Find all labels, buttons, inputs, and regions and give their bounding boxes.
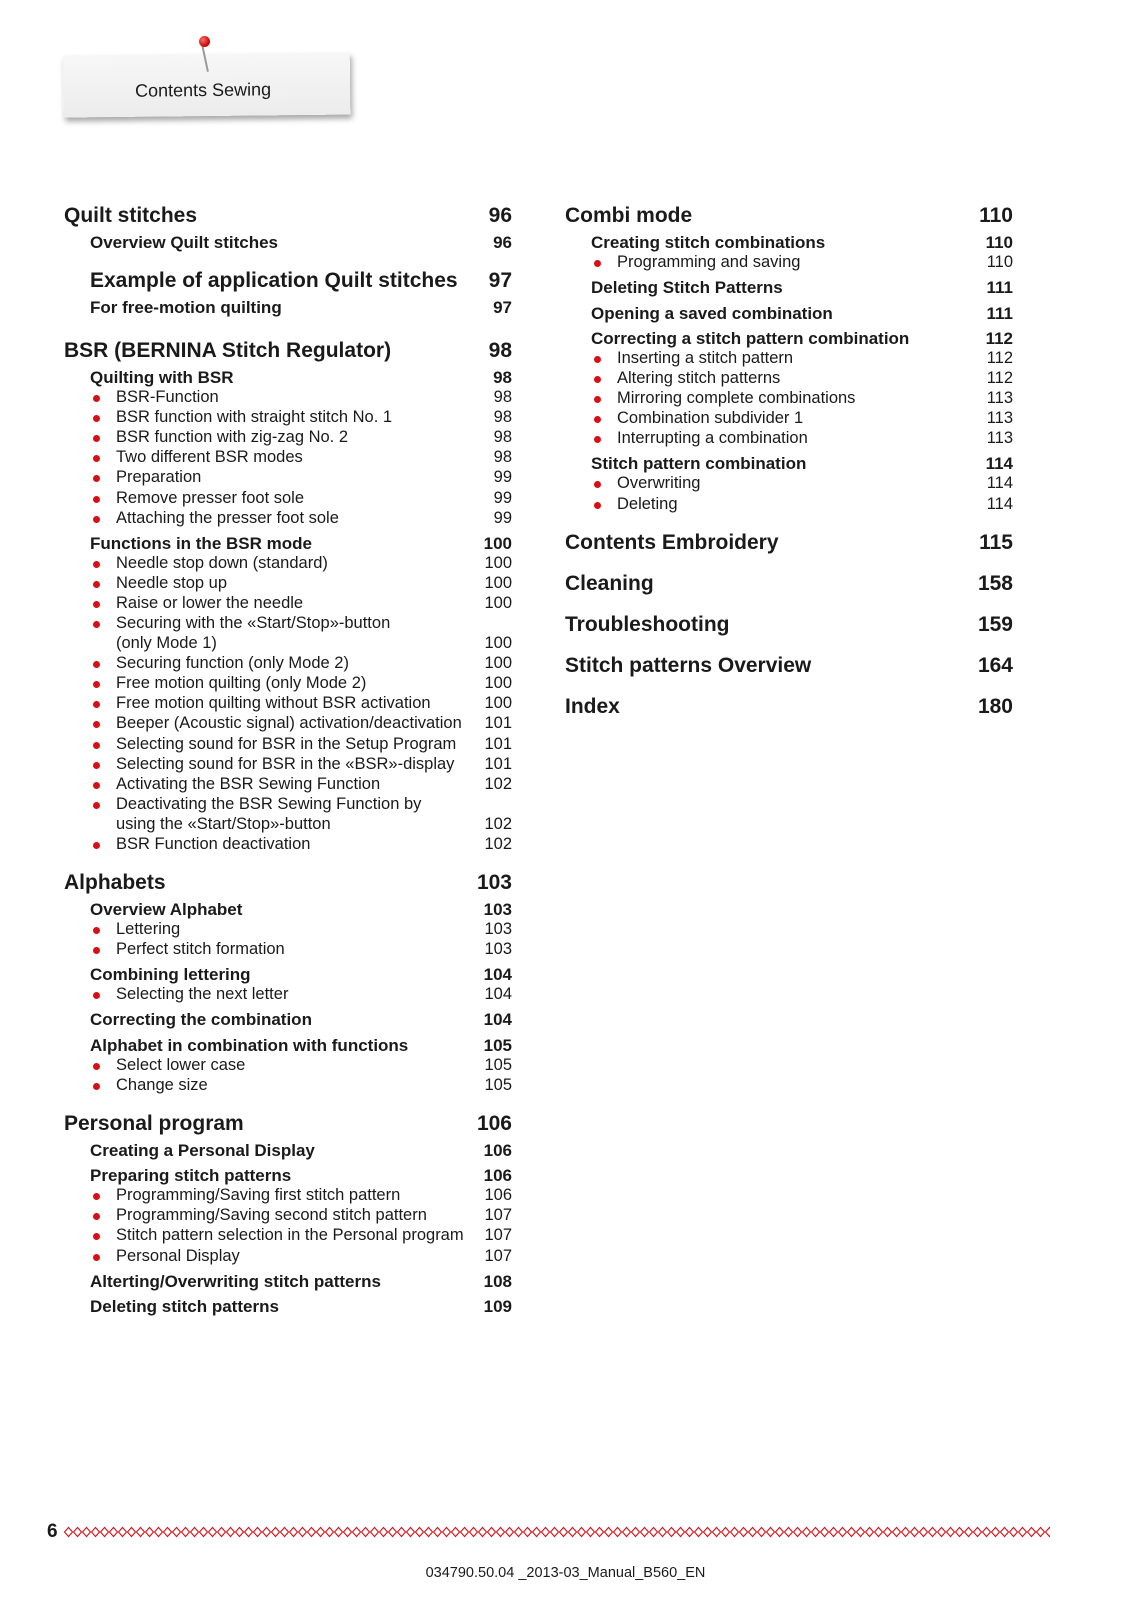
toc-entry-title: Programming/Saving first stitch pattern (116, 1186, 401, 1205)
toc-entry-title: BSR Function deactivation (116, 835, 311, 853)
bullet-dot (93, 802, 100, 809)
toc-entry-page: 110 (985, 233, 1013, 252)
toc-entry-title: Attaching the presser foot sole (116, 508, 339, 527)
toc-entry-page: 114 (985, 454, 1013, 474)
toc-entry-title: Free motion quilting (only Mode 2) (116, 674, 367, 693)
bullet-dot (93, 701, 100, 708)
bullet-dot (594, 356, 601, 363)
toc-entry-page: 100 (484, 694, 512, 713)
toc-entry-title: Alterting/Overwriting stitch patterns (90, 1271, 381, 1291)
toc-entry-page: 98 (493, 368, 512, 387)
toc-entry-page: 111 (986, 303, 1013, 323)
toc-entry-page: 104 (483, 965, 512, 985)
bullet-dot (93, 496, 100, 503)
bullet-dot (93, 947, 100, 954)
toc-entry-title: Quilting with BSR (90, 368, 234, 387)
toc-entry-page: 107 (484, 1226, 512, 1245)
page-number: 6 (47, 1521, 58, 1542)
toc-entry-title: Inserting a stitch pattern (617, 349, 794, 367)
toc-entry-title: Two different BSR modes (116, 448, 303, 467)
toc-entry-page: 101 (484, 734, 512, 753)
toc-entry-page: 103 (484, 940, 512, 959)
toc-entry-page: 100 (484, 553, 512, 572)
toc-entry-page: 98 (493, 448, 512, 467)
toc-entry-title: Cleaning (565, 571, 654, 595)
toc-entry-title: Altering stitch patterns (617, 369, 781, 388)
toc-entry-title: Correcting a stitch pattern combination (591, 329, 910, 348)
bullet-dot (93, 561, 100, 568)
bullet-dot (93, 927, 100, 934)
toc-entry-page: 113 (986, 389, 1013, 408)
toc-entry-title: BSR-Function (116, 388, 219, 406)
toc-entry-page: 98 (493, 428, 512, 447)
toc-entry-page: 105 (484, 1055, 512, 1074)
bullet-dot (594, 481, 601, 488)
toc-entry-page: 105 (484, 1075, 512, 1094)
bullet-dot (93, 601, 100, 608)
toc-entry-page: 103 (484, 920, 512, 938)
toc-entry-title: Correcting the combination (90, 1010, 312, 1030)
toc-entry-title: Alphabet in combination with functions (90, 1035, 409, 1055)
toc-entry-title: Interrupting a combination (617, 429, 808, 448)
toc-entry-page: 102 (484, 774, 512, 793)
toc-entry-title: Selecting sound for BSR in the «BSR»-display (116, 754, 455, 773)
bullet-dot (93, 992, 100, 999)
toc-entry-title: Remove presser foot sole (116, 488, 305, 507)
toc-entry-page: 110 (986, 253, 1013, 271)
toc-entry-title: Quilt stitches (64, 204, 198, 227)
toc-entry-title: Activating the BSR Sewing Function (116, 774, 381, 793)
bullet-dot (93, 1254, 100, 1261)
toc-entry-page: 102 (484, 835, 512, 853)
toc-entry-title: Stitch pattern combination (591, 454, 807, 474)
toc-entry-page: 180 (977, 694, 1013, 718)
bullet-dot (93, 1193, 100, 1200)
toc-entry-page: 99 (493, 468, 512, 487)
toc-entry-page: 113 (986, 429, 1013, 448)
toc-entry-title: Securing with the «Start/Stop»-button (116, 613, 391, 632)
page-section-title: Contents Sewing (134, 79, 272, 101)
toc-entry-page: 98 (493, 408, 512, 427)
toc-entry-title: Index (565, 694, 620, 718)
toc-entry-title: BSR function with straight stitch No. 1 (116, 408, 393, 427)
toc-entry-title: Deactivating the BSR Sewing Function by (116, 794, 422, 813)
toc-entry-page: 106 (476, 1111, 512, 1135)
toc-entry-page: 106 (483, 1166, 512, 1186)
toc-entry-title: For free-motion quilting (90, 298, 282, 317)
toc-entry-title: Example of application Quilt stitches (90, 269, 458, 292)
toc-entry-title: Combi mode (565, 204, 693, 227)
toc-entry-page: 107 (484, 1246, 512, 1265)
toc-entry-title: Overview Quilt stitches (90, 233, 279, 252)
bullet-dot (93, 395, 100, 402)
bullet-dot (93, 762, 100, 769)
toc-entry-page: 103 (483, 900, 512, 919)
toc-entry-title: Alphabets (64, 871, 166, 894)
bullet-dot (594, 416, 601, 423)
toc-entry-title: Preparing stitch patterns (90, 1166, 292, 1186)
toc-entry-page: 114 (986, 494, 1013, 513)
toc-entry-title: Mirroring complete combinations (617, 389, 856, 408)
toc-entry-title: Preparation (116, 468, 202, 487)
toc-entry-page: 100 (484, 634, 512, 652)
toc-entry-title: Lettering (116, 920, 181, 938)
toc-entry-title: Raise or lower the needle (116, 593, 304, 612)
toc-entry-page: 158 (977, 571, 1013, 595)
bullet-dot (93, 1083, 100, 1090)
toc-entry-page: 106 (484, 1186, 512, 1205)
toc-entry-page: 159 (977, 612, 1013, 636)
toc-entry-page: 112 (986, 349, 1013, 367)
toc-entry-title: Needle stop up (116, 573, 227, 592)
toc-entry-title: Selecting sound for BSR in the Setup Program (116, 734, 457, 753)
toc-entry-page: 104 (484, 985, 512, 1004)
toc-entry-page: 99 (493, 508, 512, 527)
bullet-dot (594, 376, 601, 383)
toc-entry-page: 96 (493, 233, 512, 252)
toc-entry-title: BSR function with zig-zag No. 2 (116, 428, 349, 447)
toc-entry-page: 108 (483, 1271, 512, 1291)
toc-entry-page: 100 (484, 654, 512, 673)
toc-entry-page: 112 (986, 369, 1013, 388)
toc-entry-title: Deleting (617, 494, 678, 513)
toc-entry-title: Stitch patterns Overview (565, 653, 812, 677)
toc-entry-title: Perfect stitch formation (116, 940, 285, 959)
bullet-dot (594, 260, 601, 267)
toc-entry-page: 105 (483, 1035, 512, 1055)
toc-entry-title: Personal Display (116, 1246, 240, 1265)
toc-entry-page: 101 (484, 714, 512, 733)
toc-entry-title: Stitch pattern selection in the Personal program (116, 1226, 464, 1245)
bullet-dot (93, 1233, 100, 1240)
toc-entry-title: Personal program (64, 1111, 244, 1135)
toc-entry-title: (only Mode 1) (116, 634, 217, 652)
toc-entry-title: Selecting the next letter (116, 985, 289, 1004)
toc-entry-page: 97 (493, 298, 512, 317)
toc-entry-page: 100 (484, 573, 512, 592)
toc-entry-page: 113 (986, 409, 1013, 428)
toc-entry-title: Functions in the BSR mode (90, 533, 312, 553)
bullet-dot (93, 721, 100, 728)
toc-entry-page: 98 (493, 388, 512, 406)
bullet-dot (93, 581, 100, 588)
toc-entry-title: Deleting Stitch Patterns (591, 278, 783, 297)
toc-entry-title: using the «Start/Stop»-button (116, 814, 331, 833)
toc-entry-title: BSR (BERNINA Stitch Regulator) (64, 339, 392, 362)
toc-entry-page: 101 (484, 754, 512, 773)
decorative-stitch-band (64, 1525, 1050, 1539)
bullet-dot (594, 502, 601, 509)
toc-entry-title: Beeper (Acoustic signal) activation/deactivation (116, 714, 462, 733)
toc-entry-title: Select lower case (116, 1055, 246, 1074)
bullet-dot (93, 681, 100, 688)
toc-entry-title: Creating stitch combinations (591, 233, 826, 252)
bullet-dot (93, 435, 100, 442)
bullet-dot (93, 842, 100, 849)
bullet-dot (93, 455, 100, 462)
toc-entry-page: 111 (986, 278, 1013, 297)
toc-entry-title: Programming/Saving second stitch pattern (116, 1206, 427, 1225)
toc-entry-title: Troubleshooting (565, 612, 730, 636)
toc-entry-title: Opening a saved combination (591, 303, 833, 323)
toc-entry-page: 106 (483, 1140, 512, 1160)
toc-entry-page: 107 (484, 1206, 512, 1225)
toc-entry-page: 99 (493, 488, 512, 507)
toc-entry-page: 164 (977, 653, 1013, 677)
toc-entry-title: Combining lettering (90, 965, 251, 985)
toc-entry-title: Deleting stitch patterns (90, 1297, 279, 1316)
toc-entry-page: 104 (483, 1010, 512, 1030)
toc-entry-page: 96 (488, 204, 512, 227)
toc-entry-title: Change size (116, 1075, 208, 1094)
bullet-dot (93, 742, 100, 749)
toc-entry-page: 115 (979, 530, 1013, 554)
bullet-dot (93, 1213, 100, 1220)
toc-entry-title: Free motion quilting without BSR activation (116, 694, 431, 713)
pin-icon (199, 36, 210, 47)
toc-entry-page: 102 (484, 814, 512, 833)
bullet-dot (93, 621, 100, 628)
toc-entry-page: 98 (488, 339, 512, 362)
toc-entry-page: 109 (483, 1297, 512, 1316)
bullet-dot (93, 516, 100, 523)
toc-entry-title: Overwriting (617, 474, 701, 493)
toc-entry-page: 97 (488, 269, 512, 292)
document-code: 034790.50.04 _2013-03_Manual_B560_EN (425, 1565, 706, 1581)
bullet-dot (93, 782, 100, 789)
bullet-dot (93, 661, 100, 668)
toc-entry-page: 110 (979, 204, 1013, 227)
toc-entry-page: 100 (484, 674, 512, 693)
bullet-dot (594, 436, 601, 443)
toc-entry-title: Needle stop down (standard) (116, 553, 328, 572)
bullet-dot (93, 415, 100, 422)
toc-entry-title: Contents Embroidery (565, 530, 779, 554)
toc-entry-page: 100 (484, 593, 512, 612)
toc-entry-title: Creating a Personal Display (90, 1140, 315, 1160)
toc-entry-title: Combination subdivider 1 (617, 409, 804, 428)
toc-entry-page: 100 (483, 533, 512, 553)
bullet-dot (93, 1063, 100, 1070)
toc-entry-title: Programming and saving (617, 253, 801, 271)
toc-entry-title: Overview Alphabet (90, 900, 243, 919)
toc-entry-page: 114 (986, 474, 1013, 493)
bullet-dot (594, 396, 601, 403)
toc-entry-title: Securing function (only Mode 2) (116, 654, 349, 673)
bullet-dot (93, 475, 100, 482)
toc-entry-page: 112 (985, 329, 1013, 348)
toc-entry-page: 103 (476, 871, 512, 894)
